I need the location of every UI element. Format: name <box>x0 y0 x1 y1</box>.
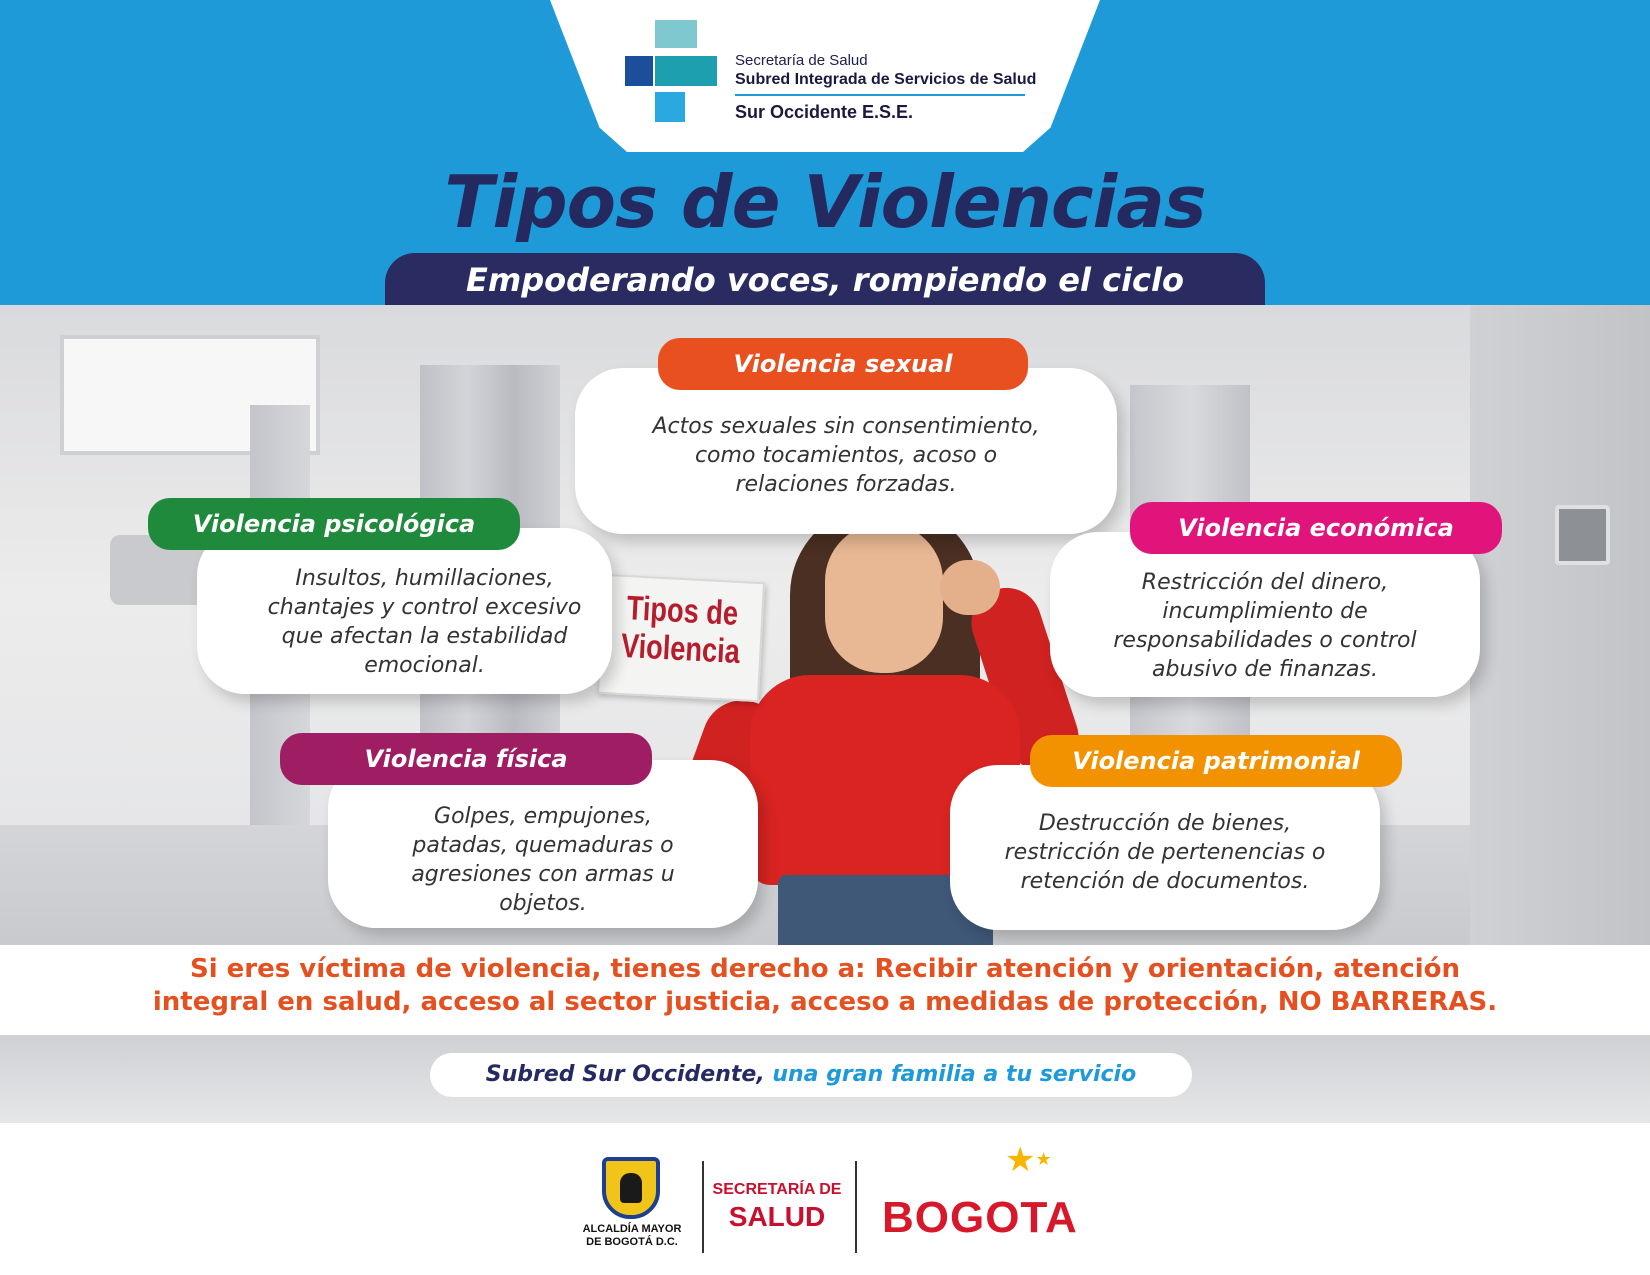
thumbs-down-icon <box>940 560 1000 615</box>
rights-text: Si eres víctima de violencia, tienes derecho a: Recibir atención y orientación, atención integral en salud, acceso al sector justicia, acceso a medidas de protección, NO BARRERAS. <box>152 954 1498 1017</box>
card-violencia-psicologica <box>197 528 612 694</box>
sign-text: Tipos de Violencia <box>620 589 741 672</box>
footer-logos <box>0 1123 1650 1275</box>
bogota-coat-of-arms-icon <box>602 1157 660 1219</box>
logo-line2: Subred Integrada de Servicios de Salud <box>735 71 1037 88</box>
card-violencia-economica <box>1050 532 1480 697</box>
card-text-economica: Restricción del dinero, incumplimiento de responsabilidades o control abusivo de finanzas. <box>1113 570 1417 682</box>
label-violencia-sexual: Violencia sexual <box>658 338 1028 390</box>
header-band <box>0 0 1650 305</box>
slogan-part2: una gran familia a tu servicio <box>772 1062 1137 1087</box>
subred-logo-icon <box>625 20 715 122</box>
label-violencia-patrimonial: Violencia patrimonial <box>1030 735 1402 787</box>
page-title: Tipos de Violencias <box>444 160 1206 244</box>
star-icon: ★★ <box>1005 1140 1052 1180</box>
card-violencia-patrimonial <box>950 765 1380 930</box>
secretaria-line1: SECRETARÍA DE <box>712 1181 842 1198</box>
card-text-sexual: Actos sexuales sin consentimiento, como tocamientos, acoso o relaciones forzadas. <box>652 414 1040 497</box>
rights-band <box>0 945 1650 1035</box>
footer-divider <box>702 1161 704 1253</box>
bogota-logo-text: BOGOTA <box>882 1193 1078 1242</box>
slogan-pill <box>430 1053 1192 1097</box>
secretaria-line2: SALUD <box>728 1201 826 1232</box>
logo-line3: Sur Occidente E.S.E. <box>735 102 914 122</box>
subtitle-pill <box>385 253 1265 311</box>
label-violencia-economica: Violencia económica <box>1130 502 1502 554</box>
slogan-band <box>0 1035 1650 1123</box>
subred-logo-text <box>735 52 1036 123</box>
logo-divider <box>735 94 1025 96</box>
footer-divider <box>855 1161 857 1253</box>
card-text-patrimonial: Destrucción de bienes, restricción de pertenencias o retención de documentos. <box>1004 811 1326 894</box>
logo-line1: Secretaría de Salud <box>735 52 868 69</box>
slogan-part1: Subred Sur Occidente, <box>485 1062 765 1087</box>
card-text-fisica: Golpes, empujones, patadas, quemaduras o agresiones con armas u objetos. <box>411 804 675 916</box>
alcaldia-text: ALCALDÍA MAYOR DE BOGOTÁ D.C. <box>582 1223 682 1248</box>
card-text-psicologica: Insultos, humillaciones, chantajes y control excesivo que afectan la estabilidad emocional. <box>267 566 582 678</box>
label-violencia-fisica: Violencia física <box>280 733 652 785</box>
card-violencia-fisica <box>328 760 758 928</box>
card-violencia-sexual <box>575 368 1117 534</box>
monitor-image <box>1555 505 1610 565</box>
page-subtitle: Empoderando voces, rompiendo el ciclo <box>466 261 1184 299</box>
label-violencia-psicologica: Violencia psicológica <box>148 498 520 550</box>
